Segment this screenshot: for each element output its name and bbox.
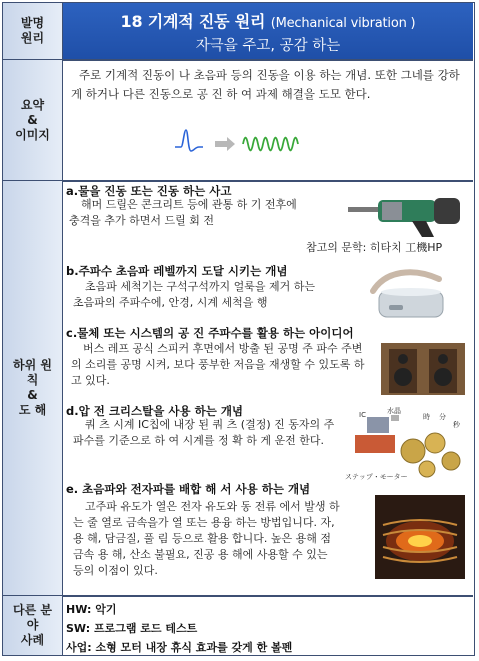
induction-heating-image	[375, 495, 465, 579]
sub-label-line4: 도 해	[18, 403, 47, 417]
other-field-sw: SW: 프로그램 로드 테스트	[66, 622, 198, 635]
clock-label-ic: IC	[359, 411, 366, 419]
other-label-line2: 야	[26, 618, 39, 632]
sub-label-line1: 하위 원	[13, 358, 52, 372]
sub-label-line3: &	[27, 388, 38, 402]
subprinciple-a-body: 해머 드릴은 콘크리트 등에 관통 하 기 전후에 충격을 추가 하면서 드릴 회 전	[69, 198, 297, 227]
clock-label-minute: 分	[439, 413, 446, 421]
subprinciple-b-title: b.주파수 초음파 레벨까지 도달 시키는 개념	[66, 264, 288, 278]
header-label-line2: 원리	[20, 31, 45, 45]
speaker-image	[381, 343, 465, 395]
title-english: (Mechanical vibration )	[270, 16, 416, 31]
header-label-line1: 발명	[20, 16, 45, 30]
spring-wave-icon	[243, 138, 298, 151]
sub-label-line2: 칙	[26, 373, 39, 387]
subprinciple-d-title: d.압 전 크리스탈을 사용 하는 개념	[66, 404, 244, 418]
divider	[3, 595, 473, 597]
summary-label-line1: 요약	[20, 97, 45, 112]
summary-text: 주로 기계적 진동이 나 초음파 등의 진동을 이용 하는 개념. 또한 그네를 강하게 하거나 다른 진동으로 공 진 하 여 과제 해결을 도모 한다.	[71, 68, 460, 101]
vibration-illustration	[173, 127, 303, 159]
principle-subtitle: 자극을 주고, 공감 하는	[195, 38, 341, 54]
clock-label-crystal: 水晶	[387, 407, 401, 415]
sub-principles-label	[3, 181, 63, 595]
subprinciple-e-body: 고주파 유도가 열은 전자 유도와 동 전류 에서 발생 하는 줄 열로 금속을가 열 또는 용융 하는 방법입니다. 자, 용 해, 담금질, 풀 림 등으로 활용 합니다. 높은 용해 점 금속 용 해, 산소 불필요, 진공 용 해에 사용할 수 있는 등의 이점이 있다.	[73, 500, 340, 577]
header-label	[3, 3, 63, 59]
summary-label-line3: 이미지	[15, 127, 50, 142]
subprinciple-b-body: 초음파 세척기는 구석구석까지 얼룩을 제거 하는 초음파의 주파수에, 안경, 시계 세척을 행	[73, 280, 316, 309]
clock-label-stepper: ステップ・モーター	[345, 473, 408, 481]
subprinciple-e-title: e. 초음파와 전자파를 배합 해 서 사용 하는 개념	[66, 482, 311, 496]
ultrasonic-cleaner-image	[365, 261, 455, 321]
other-label-line1: 다른 분	[13, 603, 52, 617]
summary-label-line2: &	[27, 112, 38, 127]
clock-label-second: 秒	[453, 421, 460, 429]
clock-label-hour: 時	[423, 413, 430, 421]
subprinciple-c-body: 버스 레프 공식 스피커 후면에서 방출 된 공명 주 파수 주변의 소리를 공명 시켜, 보다 풍부한 저음을 재생할 수 있도록 하 고 있다.	[71, 342, 365, 387]
divider	[3, 180, 473, 182]
principle-title	[63, 9, 473, 32]
other-fields-label	[3, 596, 63, 655]
reference-text: 참고의 문학: 히타치 工機HP	[306, 241, 443, 254]
summary-label	[3, 60, 63, 180]
subprinciple-a-title: a.물을 진동 또는 진동 하는 사고	[66, 184, 232, 198]
other-field-hw: HW: 악기	[66, 603, 117, 616]
principle-card	[2, 2, 475, 656]
title-korean: 18 기계적 진동 원리	[120, 12, 266, 31]
divider	[3, 59, 473, 61]
quartz-clock-diagram	[343, 405, 467, 483]
subprinciple-c-title: c.물체 또는 시스템의 공 진 주파수를 활용 하는 아이디어	[66, 326, 354, 340]
subprinciple-d-body: 쿼 츠 시계 IC칩에 내장 된 쿼 츠 (결정) 진 동자의 주파수를 기준으로 하 여 시계를 정 확 하 게 운전 한다.	[73, 418, 335, 447]
arrow-icon	[215, 137, 235, 151]
header-banner	[63, 3, 473, 59]
pulse-wave-icon	[175, 130, 203, 151]
other-field-business: 사업: 소형 모터 내장 휴식 효과를 갖게 한 볼펜	[66, 641, 293, 654]
other-label-line3: 사례	[20, 633, 45, 647]
hammer-drill-image	[348, 187, 466, 239]
